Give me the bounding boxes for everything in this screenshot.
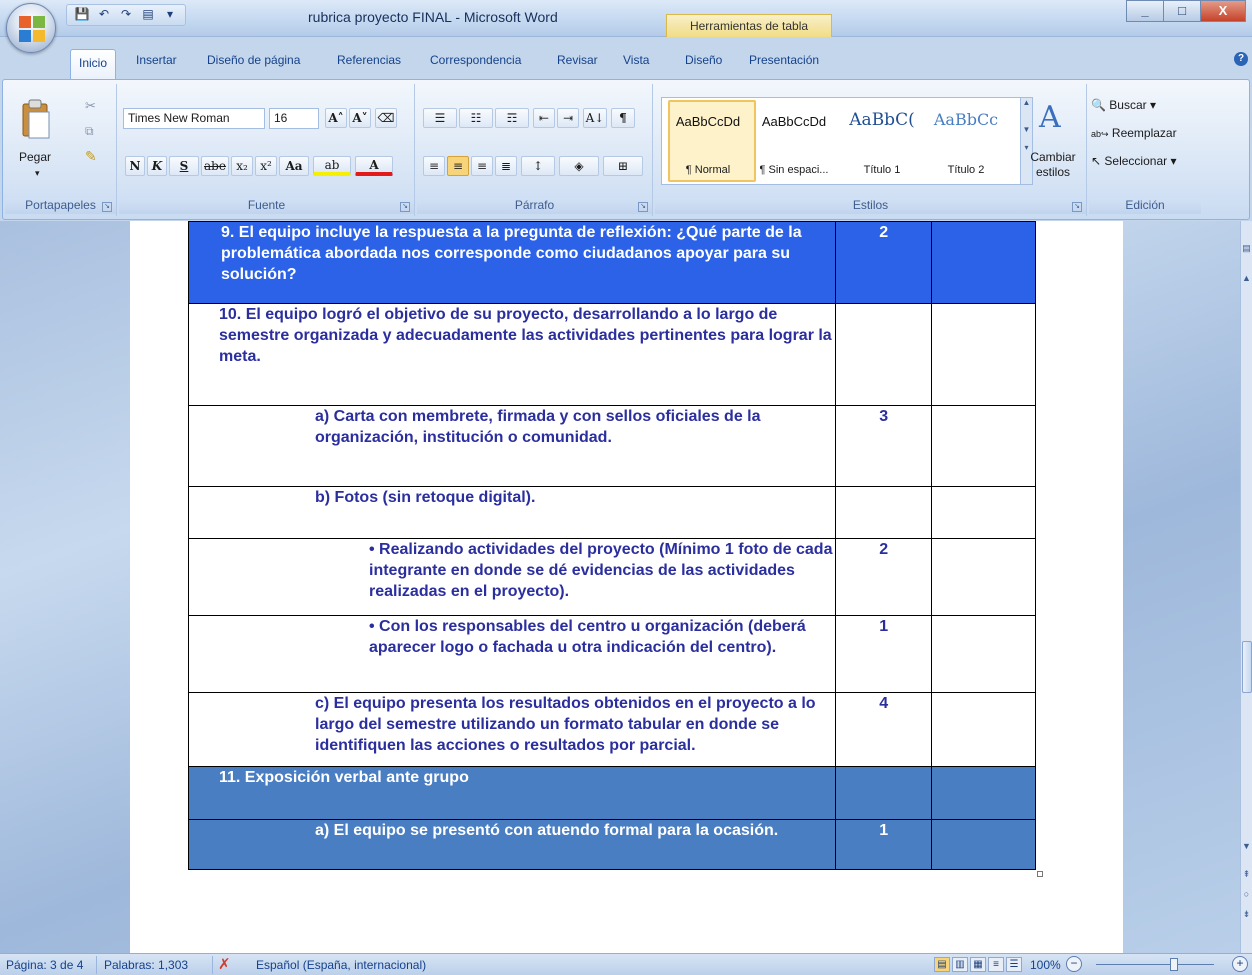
scroll-up-icon[interactable]: ▲ <box>1242 273 1251 283</box>
close-button[interactable]: X <box>1200 0 1246 22</box>
zoom-out-button[interactable]: − <box>1066 956 1082 972</box>
align-center-icon[interactable]: ≡ <box>447 156 469 176</box>
strikethrough-button[interactable]: abe <box>201 156 229 176</box>
grade-cell[interactable] <box>932 539 1036 616</box>
score-cell[interactable]: 3 <box>836 406 932 487</box>
vertical-scrollbar[interactable] <box>1240 221 1252 953</box>
grade-cell[interactable] <box>932 767 1036 820</box>
clipboard-group-label: Portapapeles <box>5 198 116 214</box>
grade-cell[interactable] <box>932 222 1036 304</box>
sort-button[interactable]: A↓ <box>583 108 607 128</box>
draft-view-icon[interactable]: ☰ <box>1006 957 1022 972</box>
print-layout-icon[interactable]: ▤ <box>934 957 950 972</box>
replace-icon: ab↪ <box>1091 129 1109 139</box>
paragraph-group-label: Párrafo <box>417 198 652 214</box>
previous-page-icon[interactable]: ⇞ <box>1242 869 1251 879</box>
grade-cell[interactable] <box>932 616 1036 693</box>
criterion-cell[interactable]: 9. El equipo incluye la respuesta a la pregunta de reflexión: ¿Qué parte de la problemática abordada nos corresponde como ciudadanos apoyar para su solución? <box>189 222 836 304</box>
grade-cell[interactable] <box>932 693 1036 767</box>
grade-cell[interactable] <box>932 304 1036 406</box>
clipboard-launcher-icon[interactable]: ↘ <box>102 202 112 212</box>
zoom-slider[interactable] <box>1096 964 1214 965</box>
font-name-box[interactable]: Times New Roman <box>123 108 265 129</box>
tab-inicio[interactable]: Inicio <box>70 49 116 80</box>
style-titulo-1[interactable]: AaBbC( Título 1 <box>849 110 915 176</box>
criterion-cell[interactable]: a) El equipo se presentó con atuendo formal para la ocasión. <box>189 820 836 870</box>
paragraph-group <box>417 84 653 216</box>
score-cell[interactable]: 1 <box>836 616 932 693</box>
scroll-down-icon[interactable]: ▼ <box>1242 841 1251 851</box>
find-button[interactable]: 🔍 Buscar ▾ <box>1091 98 1157 112</box>
criterion-cell[interactable]: • Con los responsables del centro u organización (deberá aparecer logo o fachada u otra indicación del centro). <box>189 616 836 693</box>
font-group <box>119 84 415 216</box>
change-styles-button[interactable]: Cambiar estilos <box>1030 150 1076 179</box>
change-case-button[interactable]: Aa <box>279 156 309 176</box>
tab-referencias[interactable]: Referencias <box>337 53 402 67</box>
score-cell[interactable] <box>836 304 932 406</box>
criterion-cell[interactable]: b) Fotos (sin retoque digital). <box>189 487 836 539</box>
bold-button[interactable]: N <box>125 156 145 176</box>
table-row <box>189 222 1036 304</box>
web-layout-icon[interactable]: ▦ <box>970 957 986 972</box>
bullets-icon[interactable]: ☰ <box>423 108 457 128</box>
underline-button[interactable]: S <box>169 156 199 176</box>
tab-insertar[interactable]: Insertar <box>136 53 177 67</box>
zoom-in-button[interactable]: + <box>1232 956 1248 972</box>
word-count[interactable]: Palabras: 1,303 <box>104 958 189 972</box>
font-group-label: Fuente <box>119 198 414 214</box>
select-button[interactable]: ↖ Seleccionar ▾ <box>1091 154 1177 168</box>
proofing-icon[interactable]: ✗ <box>218 956 231 973</box>
title-bar <box>0 0 1252 37</box>
subscript-button[interactable]: x₂ <box>231 156 253 176</box>
clear-format-icon[interactable]: ⌫ <box>375 108 397 128</box>
tab-presentacion[interactable]: Presentación <box>749 53 820 67</box>
styles-gallery <box>661 97 1033 185</box>
styles-launcher-icon[interactable]: ↘ <box>1072 202 1082 212</box>
style-titulo-2[interactable]: AaBbCc Título 2 <box>933 110 999 176</box>
table-row <box>189 406 1036 487</box>
score-cell[interactable]: 2 <box>836 222 932 304</box>
status-bar <box>0 953 1252 975</box>
font-launcher-icon[interactable]: ↘ <box>400 202 410 212</box>
multilevel-list-icon[interactable]: ☶ <box>495 108 529 128</box>
browse-object-icon[interactable]: ○ <box>1243 889 1250 899</box>
superscript-button[interactable]: x² <box>255 156 277 176</box>
borders-icon[interactable]: ⊞ <box>603 156 643 176</box>
increase-indent-icon[interactable]: ⇥ <box>557 108 579 128</box>
undo-icon[interactable]: ↶ <box>98 7 110 21</box>
paste-icon[interactable] <box>17 98 57 144</box>
ribbon-tabs <box>0 45 1252 79</box>
tab-vista[interactable]: Vista <box>623 53 650 67</box>
office-button[interactable] <box>6 3 56 53</box>
table-row <box>189 820 1036 870</box>
ribbon <box>2 79 1250 220</box>
cut-icon[interactable]: ✂ <box>85 98 96 113</box>
redo-icon[interactable]: ↷ <box>120 7 132 21</box>
tab-revisar[interactable]: Revisar <box>557 53 598 67</box>
shrink-font-button[interactable]: A˅ <box>349 108 371 128</box>
show-marks-button[interactable]: ¶ <box>611 108 635 128</box>
full-screen-reading-icon[interactable]: ▥ <box>952 957 968 972</box>
criterion-cell[interactable]: • Realizando actividades del proyecto (Mínimo 1 foto de cada integrante en donde se dé evidencias de las actividades realizadas en el proyecto). <box>189 539 836 616</box>
justify-icon[interactable]: ≣ <box>495 156 517 176</box>
binoculars-icon: 🔍 <box>1091 98 1106 112</box>
grow-font-button[interactable]: A˄ <box>325 108 347 128</box>
grade-cell[interactable] <box>932 406 1036 487</box>
table-row <box>189 487 1036 539</box>
copy-icon[interactable]: ⧉ <box>85 124 94 138</box>
shading-icon[interactable]: ◈ <box>559 156 599 176</box>
style-sin-espaciado[interactable]: AaBbCcDd ¶ Sin espaci... <box>759 114 829 176</box>
rubric-table <box>188 221 1036 870</box>
table-row <box>189 767 1036 820</box>
zoom-level[interactable]: 100% <box>1030 958 1061 972</box>
customize-qat-icon[interactable]: ▾ <box>166 7 174 21</box>
align-right-icon[interactable]: ≡ <box>471 156 493 176</box>
tab-diseno-pagina[interactable]: Diseño de página <box>207 53 301 67</box>
help-icon[interactable]: ? <box>1234 52 1248 66</box>
criterion-cell[interactable]: c) El equipo presenta los resultados obtenidos en el proyecto a lo largo del semestre utilizando un formato tabular en donde se identifiquen las acciones o resultados por parcial. <box>189 693 836 767</box>
window-title: rubrica proyecto FINAL - Microsoft Word <box>308 9 558 25</box>
style-normal[interactable]: AaBbCcDd ¶ Normal <box>675 114 741 176</box>
paste-label[interactable]: Pegar <box>19 150 52 164</box>
save-icon[interactable]: 💾 <box>74 7 90 21</box>
table-row <box>189 616 1036 693</box>
line-spacing-icon[interactable]: ↕ <box>521 156 555 176</box>
score-cell[interactable]: 4 <box>836 693 932 767</box>
change-styles-icon[interactable]: A <box>1039 100 1061 135</box>
numbering-icon[interactable]: ☷ <box>459 108 493 128</box>
highlight-color-icon[interactable]: ab <box>313 156 351 176</box>
clipboard-group <box>5 84 117 216</box>
font-size-box[interactable]: 16 <box>269 108 319 129</box>
italic-button[interactable]: K <box>147 156 167 176</box>
table-tools-context: Herramientas de tabla <box>666 14 832 37</box>
scroll-thumb[interactable] <box>1242 641 1252 693</box>
decrease-indent-icon[interactable]: ⇤ <box>533 108 555 128</box>
paste-dropdown-icon[interactable]: ▾ <box>35 168 40 178</box>
criterion-cell[interactable]: 11. Exposición verbal ante grupo <box>189 767 836 820</box>
paragraph-launcher-icon[interactable]: ↘ <box>638 202 648 212</box>
grade-cell[interactable] <box>932 487 1036 539</box>
font-color-icon[interactable]: A <box>355 156 393 176</box>
styles-scroll-icon[interactable]: ▲ ▼ ▾ <box>1020 98 1032 184</box>
office-logo-icon <box>18 15 46 43</box>
editing-group <box>1089 84 1201 216</box>
criterion-cell[interactable]: a) Carta con membrete, firmada y con sellos oficiales de la organización, institución o comunidad. <box>189 406 836 487</box>
ruler-toggle-icon[interactable]: ▤ <box>1242 243 1251 253</box>
grade-cell[interactable] <box>932 820 1036 870</box>
styles-group <box>655 84 1087 216</box>
page-count[interactable]: Página: 3 de 4 <box>6 958 84 972</box>
align-left-icon[interactable]: ≡ <box>423 156 445 176</box>
maximize-button[interactable]: □ <box>1163 0 1201 22</box>
replace-button[interactable]: ab↪ Reemplazar <box>1091 126 1177 140</box>
table-row <box>189 304 1036 406</box>
tab-correspondencia[interactable]: Correspondencia <box>430 53 522 67</box>
table-resize-handle[interactable] <box>1037 871 1043 877</box>
table-row <box>189 539 1036 616</box>
select-arrow-icon: ↖ <box>1091 154 1102 168</box>
score-cell[interactable]: 1 <box>836 820 932 870</box>
format-painter-icon[interactable]: ✎ <box>85 148 97 164</box>
editing-group-label: Edición <box>1089 198 1201 214</box>
minimize-button[interactable]: _ <box>1126 0 1164 22</box>
outline-view-icon[interactable]: ≡ <box>988 957 1004 972</box>
tab-diseno[interactable]: Diseño <box>685 53 723 67</box>
score-cell[interactable] <box>836 487 932 539</box>
criterion-cell[interactable]: 10. El equipo logró el objetivo de su proyecto, desarrollando a lo largo de semestre organizada y adecuadamente las actividades pertinentes para lograr la meta. <box>189 304 836 406</box>
quick-access-toolbar <box>66 4 186 26</box>
score-cell[interactable] <box>836 767 932 820</box>
print-preview-icon[interactable]: ▤ <box>142 7 154 21</box>
table-row <box>189 693 1036 767</box>
language-status[interactable]: Español (España, internacional) <box>256 958 427 972</box>
zoom-slider-thumb[interactable] <box>1170 958 1178 971</box>
score-cell[interactable]: 2 <box>836 539 932 616</box>
next-page-icon[interactable]: ⇟ <box>1242 909 1251 919</box>
styles-group-label: Estilos <box>655 198 1086 214</box>
